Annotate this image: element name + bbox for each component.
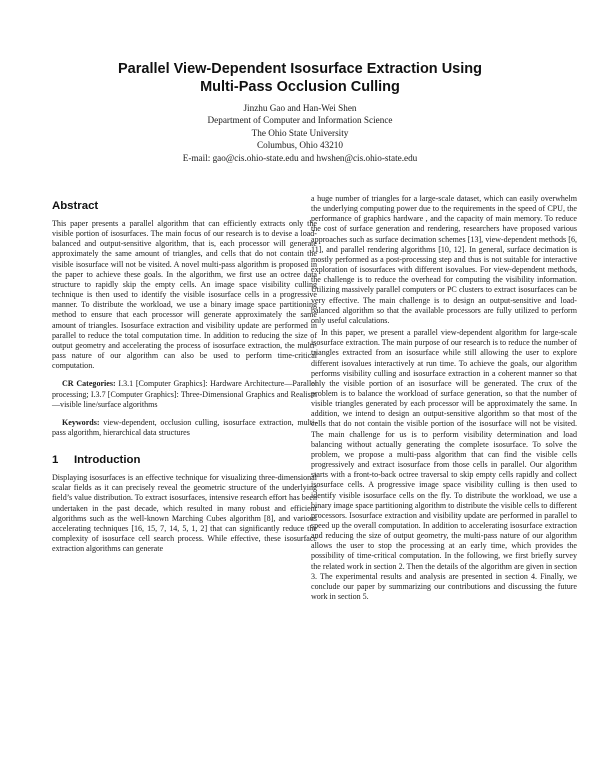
author-names: Jinzhu Gao and Han-Wei Shen <box>243 103 357 113</box>
abstract-heading: Abstract <box>52 200 99 212</box>
keywords-text: view-dependent, occlusion culling, isosurface extraction, multi-pass algorithm, hierarchical data structures <box>52 417 317 437</box>
right-column <box>311 194 577 602</box>
title-line-2: Multi-Pass Occlusion Culling <box>200 79 400 95</box>
paper-title <box>60 60 540 96</box>
right-paragraph-2: In this paper, we present a parallel view-dependent algorithm for large-scale isosurface extraction. The main purpose of our research is to reduce the number of triangles extracted from an isosurface while still allowing the user to explore different isovalues interactively at run time. To achieve the goals, our algorithm performs visibility culling and isosurface extraction in a coherent manner so that only the visible portion of an isosurface will be generated. The crux of the problem is to balance the workload of surface generation, so that the number of visible triangles generated by each processor will be approximately the same. In addition, we intend to design an output-sensitive algorithm so that most of the cells that do not contain the visible portion of the isosurface will not be visited. The main challenge for us is to perform visibility determination and load balancing without actually generating the complete isosurface. To solve the problem, we propose a multi-pass algorithm that can find the visible cells progressively and extract isosurface from those cells in parallel. Our algorithm starts with a front-to-back octree traversal to skip empty cells rapidly and collect isosurface cells. A progressive image space visibility culling is then used to identify visible isosurface cells on the fly. To distribute the workload, we use a binary image space partitioning algorithm to distribute the visible cells to different processors. Isosurface extraction and visibility update are performed in parallel to speed up the overall computation. In addition to accelerating isosurface extraction and reducing the size of output geometry, the multi-pass nature of our algorithm allows the user to stop the processing at an early time, which provides the possibility of time-critical computation. In the following, we first briefly survey the related work in section 2. Then the details of the algorithm are given in section 3. The experimental results and analysis are presented in section 4. Finally, we conclude our paper by summarizing our contributions and discussing the future work in section 5. <box>311 328 577 602</box>
author-university: The Ohio State University <box>251 127 349 138</box>
abstract-text: This paper presents a parallel algorithm that can efficiently extracts only the visible portion of isosurfaces. The main focus of our research is to devise a load-balanced and output-sensitive algorithm, that is, each processor will generate approximately the same amount of triangles, and cells that do not contain the visible isosurface will not be visited. A novel multi-pass algorithm is proposed in the paper to achieve these goals. In the algorithm, we first use an octree data structure to rapidly skip the empty cells. An image space visibility culling technique is then used to identify the visible isosurface cells in a progressive manner. To distribute the workload, we use a binary image space partitioning method to ensure that each processor will generate approximately the same amount of triangles. Isosurface extraction and visibility update are performed in parallel to reduce the total computation time. In addition to reducing the size of output geometry and accelerating the process of isosurface extraction, the multi-pass nature of our algorithm can also be used to perform time-critical computation. <box>52 219 317 371</box>
author-location: Columbus, Ohio 43210 <box>256 140 343 151</box>
left-column <box>52 200 317 554</box>
cr-categories-label: CR Categories: <box>62 379 116 389</box>
introduction-paragraph-1: Displaying isosurfaces is an effective technique for visualizing three-dimensional scalar fields as it can precisely reveal the geometric structure of the underlying field’s value distribution. To extract isosurfaces, intensive research effort has been undertaken in the past decade, which resulted in many robust and efficient algorithms such as the well-known Marching Cubes algorithm [8], and various accelerating techniques [16, 15, 7, 14, 5, 1, 2] that can significantly reduce the complexity of isosurface cell search process. While effective, these isosurface extraction algorithms can generate <box>52 473 317 554</box>
author-block <box>100 102 500 164</box>
section-title: Introduction <box>74 454 141 467</box>
title-line-1: Parallel View-Dependent Isosurface Extraction Using <box>118 61 482 77</box>
author-department: Department of Computer and Information Science <box>207 115 393 126</box>
cr-categories <box>52 379 317 409</box>
author-email: E-mail: gao@cis.ohio-state.edu and hwshen@cis.ohio-state.edu <box>182 152 418 163</box>
cr-categories-text: I.3.1 [Computer Graphics]: Hardware Architecture—Parallel processing; I.3.7 [Computer Graphics]: Three-Dimensional Graphics and Realism—visible line/surface algorithms <box>52 379 317 409</box>
section-number: 1 <box>52 454 59 467</box>
right-paragraph-1: a huge number of triangles for a large-scale dataset, which can easily overwhelm the underlying computing power due to the requirements in the speed of CPU, the performance of graphics hardware , and the capacity of main memory. To reduce the cost of surface generation and rendering, researchers have proposed various approaches such as surface decimation schemes [13], view-dependent methods [6, 11], and parallel rendering algorithms [10, 12]. In general, surface decimation is mostly performed as a post-processing step and thus is not suitable for interactive exploration of isosurfaces with different isovalues. For view-dependent methods, the challenge is to reduce the overhead for computing the visibility information. Utilizing massively parallel computers or PC clusters to extract isosurfaces can be very effective. The main challenge is to design an output-sensitive and load-balanced algorithm so that the available processors are fully utilized to perform only useful calculations. <box>311 194 577 325</box>
keywords-label: Keywords: <box>62 417 100 427</box>
introduction-heading <box>52 454 317 466</box>
keywords <box>52 418 317 438</box>
